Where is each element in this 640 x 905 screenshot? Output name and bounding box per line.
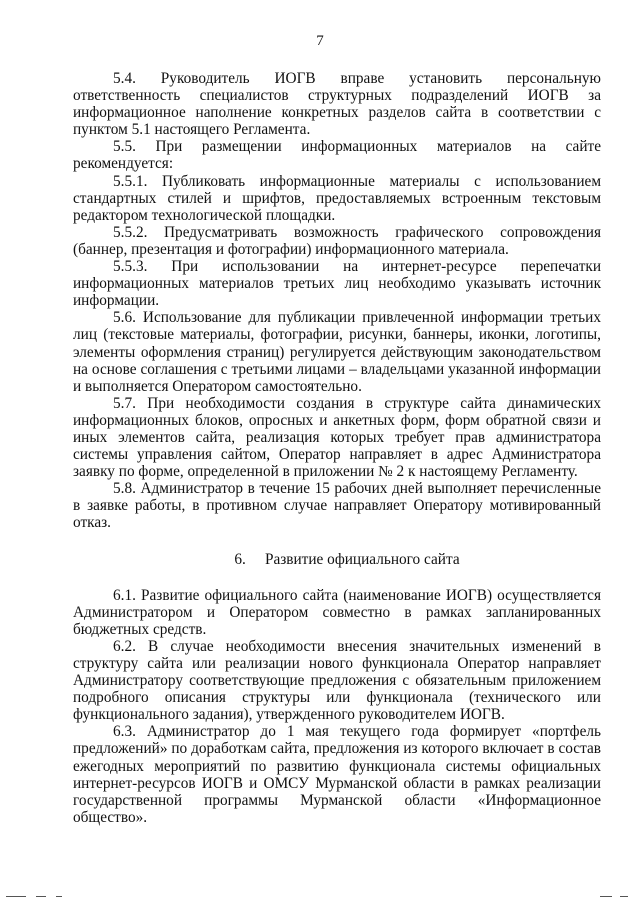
paragraph-5-5-1: 5.5.1. Публиковать информационные материалы с использованием стандартных стилей и шрифтов, предоставляемых встроенным текстовым редактором технологической площадки. bbox=[73, 172, 601, 224]
scan-edge-marks bbox=[0, 896, 640, 902]
paragraph-6-2: 6.2. В случае необходимости внесения значительных изменений в структуру сайта или реализации нового функционала Оператор направляет Администратору соответствующие предложения с обязательным приложением подробного описания структуры или функционала (технического или функционального задания), утвержденного руководителем ИОГВ. bbox=[73, 637, 601, 724]
paragraph-5-7: 5.7. При необходимости создания в структуре сайта динамических информационных блоков, опросных и анкетных форм, форм обратной связи и иных элементов сайта, реализация которых требует прав администратора системы управления сайтом, Оператор направляет в адрес Администратора заявку по форме, определенной в приложении № 2 к настоящему Регламенту. bbox=[73, 394, 601, 481]
paragraph-5-5-3: 5.5.3. При использовании на интернет-ресурсе перепечатки информационных материалов третьих лиц необходимо указывать источник информации. bbox=[73, 258, 601, 310]
paragraph-5-4: 5.4. Руководитель ИОГВ вправе установить персональную ответственность специалистов структурных подразделений ИОГВ за информационное наполнение конкретных разделов сайта в соответствии с пунктом 5.1 настоящего Регламента. bbox=[73, 70, 601, 139]
paragraph-5-5-2: 5.5.2. Предусматривать возможность графического сопровождения (баннер, презентация и фотографии) информационного материала. bbox=[73, 223, 601, 258]
page-number: 7 bbox=[316, 33, 324, 49]
paragraph-6-1: 6.1. Развитие официального сайта (наименование ИОГВ) осуществляется Администратором и Оператором совместно в рамках запланированных бюджетных средств. bbox=[73, 586, 601, 638]
paragraph-5-8: 5.8. Администратор в течение 15 рабочих дней выполняет перечисленные в заявке работы, в противном случае направляет Оператору мотивированный отказ. bbox=[73, 480, 601, 532]
paragraph-5-5: 5.5. При размещении информационных материалов на сайте рекомендуется: bbox=[73, 138, 601, 173]
section-heading: 6. Развитие официального сайта bbox=[234, 550, 460, 568]
spacer bbox=[73, 568, 601, 587]
spacer bbox=[73, 532, 601, 551]
paragraph-5-6: 5.6. Использование для публикации привлеченной информации третьих лиц (текстовые материалы, фотографии, рисунки, баннеры, иконки, логотипы, элементы оформления страниц) регулируется действующим законодательством на основе соглашения с третьими лицами – владельцами указанной информации и выполняется Оператором самостоятельно. bbox=[73, 309, 601, 395]
paragraph-6-3: 6.3. Администратор до 1 мая текущего года формирует «портфель предложений» по доработкам сайта, предложения из которого включает в состав ежегодных мероприятий по развитию функционала системы официальных интернет-ресурсов ИОГВ и ОМСУ Мурманской области в рамках реализации государственной программы Мурманской области «Информационное общество». bbox=[73, 723, 601, 826]
document-body bbox=[73, 70, 601, 826]
